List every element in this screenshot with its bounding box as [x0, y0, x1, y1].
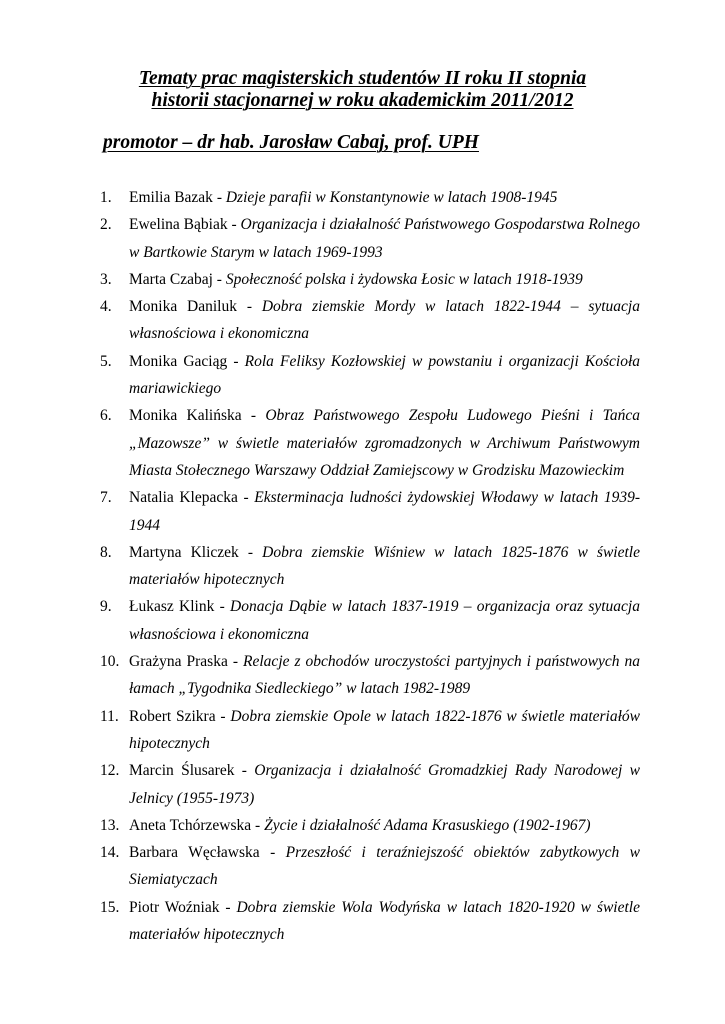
list-item	[0, 484, 640, 539]
item-number: 14.	[100, 844, 120, 862]
thesis-topic: Dobra ziemskie Wola Wodyńska w latach 1820-1920 w świetle materiałów hipotecznych	[129, 898, 640, 944]
item-number: 13.	[100, 816, 120, 834]
student-name: Grażyna Praska	[129, 653, 228, 671]
thesis-topic-list	[0, 184, 725, 948]
item-number: 10.	[100, 653, 120, 671]
separator: -	[241, 407, 266, 425]
separator: -	[227, 216, 241, 234]
separator: -	[251, 816, 265, 834]
student-name: Natalia Klepacka	[129, 489, 238, 507]
thesis-topic: Społeczność polska i żydowska Łosic w latach 1918-1939	[225, 270, 583, 288]
thesis-topic: Dzieje parafii w Konstantynowie w latach 1908-1945	[225, 189, 558, 206]
item-number: 12.	[100, 762, 120, 780]
thesis-topic: Obraz Państwowego Zespołu Ludowego Pieśni i Tańca „Mazowsze” w świetle materiałów zgromadzonych w Archiwum Państwowym Miasta Stołecznego Warszawy Oddział Zamiejscowy w Grodzisku Mazowieckim	[129, 407, 640, 479]
promotor-heading: promotor – dr hab. Jarosław Cabaj, prof. UPH	[103, 132, 479, 153]
student-name: Łukasz Klink	[129, 598, 215, 616]
document-title	[0, 68, 725, 112]
student-name: Emilia Bazak	[129, 189, 213, 206]
item-number: 6.	[100, 407, 112, 425]
student-name: Monika Gaciąg	[129, 352, 228, 370]
list-item	[0, 184, 640, 211]
thesis-topic: Organizacja i działalność Państwowego Gospodarstwa Rolnego w Bartkowie Starym w latach 1969-1993	[129, 216, 640, 261]
separator: -	[259, 844, 286, 862]
item-number: 9.	[100, 598, 112, 616]
student-name: Martyna Kliczek	[129, 543, 239, 561]
list-item	[0, 539, 640, 594]
thesis-topic: Dobra ziemskie Opole w latach 1822-1876 w świetle materiałów hipotecznych	[129, 707, 641, 752]
separator: -	[215, 707, 231, 725]
student-name: Piotr Woźniak	[129, 898, 220, 916]
thesis-topic: Przeszłość i teraźniejszość obiektów zabytkowych w Siemiatyczach	[129, 844, 640, 889]
thesis-topic: Donacja Dąbie w latach 1837-1919 – organizacja oraz sytuacja własnościowa i ekonomiczna	[129, 598, 640, 643]
list-item	[0, 402, 640, 484]
student-name: Marta Czabaj	[129, 270, 213, 288]
separator: -	[212, 270, 226, 288]
separator: -	[219, 898, 237, 916]
list-item	[0, 757, 640, 812]
list-item	[0, 211, 640, 266]
item-number: 15.	[100, 898, 120, 916]
thesis-topic: Relacje z obchodów uroczystości partyjnych i państwowych na łamach „Tygodnika Siedleckiego” w latach 1982-1989	[129, 653, 640, 698]
thesis-topic: Dobra ziemskie Mordy w latach 1822-1944 – sytuacja własnościowa i ekonomiczna	[129, 298, 640, 343]
separator: -	[238, 543, 263, 561]
student-name: Monika Kalińska	[129, 407, 242, 425]
thesis-topic: Organizacja i działalność Gromadzkiej Rady Narodowej w Jelnicy (1955-1973)	[129, 762, 640, 807]
list-item	[0, 812, 640, 839]
separator: -	[227, 653, 244, 671]
list-item	[0, 348, 640, 403]
thesis-topic: Życie i działalność Adama Krasuskiego (1902-1967)	[264, 816, 591, 834]
thesis-topic: Rola Feliksy Kozłowskiej w powstaniu i organizacji Kościoła mariawickiego	[129, 352, 640, 398]
list-item	[0, 703, 640, 758]
separator: -	[214, 598, 230, 616]
item-number: 1.	[100, 189, 112, 206]
list-item	[0, 266, 640, 293]
title-line-1: Tematy prac magisterskich studentów II roku II stopnia	[138, 68, 587, 89]
thesis-topic: Eksterminacja ludności żydowskiej Włodawy w latach 1939-1944	[129, 489, 640, 534]
item-number: 11.	[100, 707, 119, 725]
student-name: Barbara Węcławska	[129, 844, 260, 862]
thesis-topic: Dobra ziemskie Wiśniew w latach 1825-1876 w świetle materiałów hipotecznych	[129, 543, 640, 589]
separator: -	[237, 489, 255, 507]
student-name: Monika Daniluk	[129, 298, 237, 316]
separator: -	[212, 189, 226, 206]
list-item	[0, 593, 640, 648]
title-line-2: historii stacjonarnej w roku akademickim 2011/2012	[151, 90, 574, 111]
student-name: Robert Szikra	[129, 707, 216, 725]
student-name: Aneta Tchórzewska	[129, 816, 252, 834]
student-name: Marcin Ślusarek	[129, 762, 235, 780]
separator: -	[227, 352, 245, 370]
item-number: 2.	[100, 216, 112, 234]
list-item	[0, 894, 640, 949]
student-name: Ewelina Bąbiak	[129, 216, 228, 234]
separator: -	[234, 762, 255, 780]
list-item	[0, 839, 640, 894]
item-number: 5.	[100, 352, 112, 370]
list-item	[0, 648, 640, 703]
item-number: 4.	[100, 298, 112, 316]
separator: -	[236, 298, 262, 316]
list-item	[0, 293, 640, 348]
item-number: 7.	[100, 489, 112, 507]
item-number: 3.	[100, 270, 112, 288]
item-number: 8.	[100, 543, 112, 561]
